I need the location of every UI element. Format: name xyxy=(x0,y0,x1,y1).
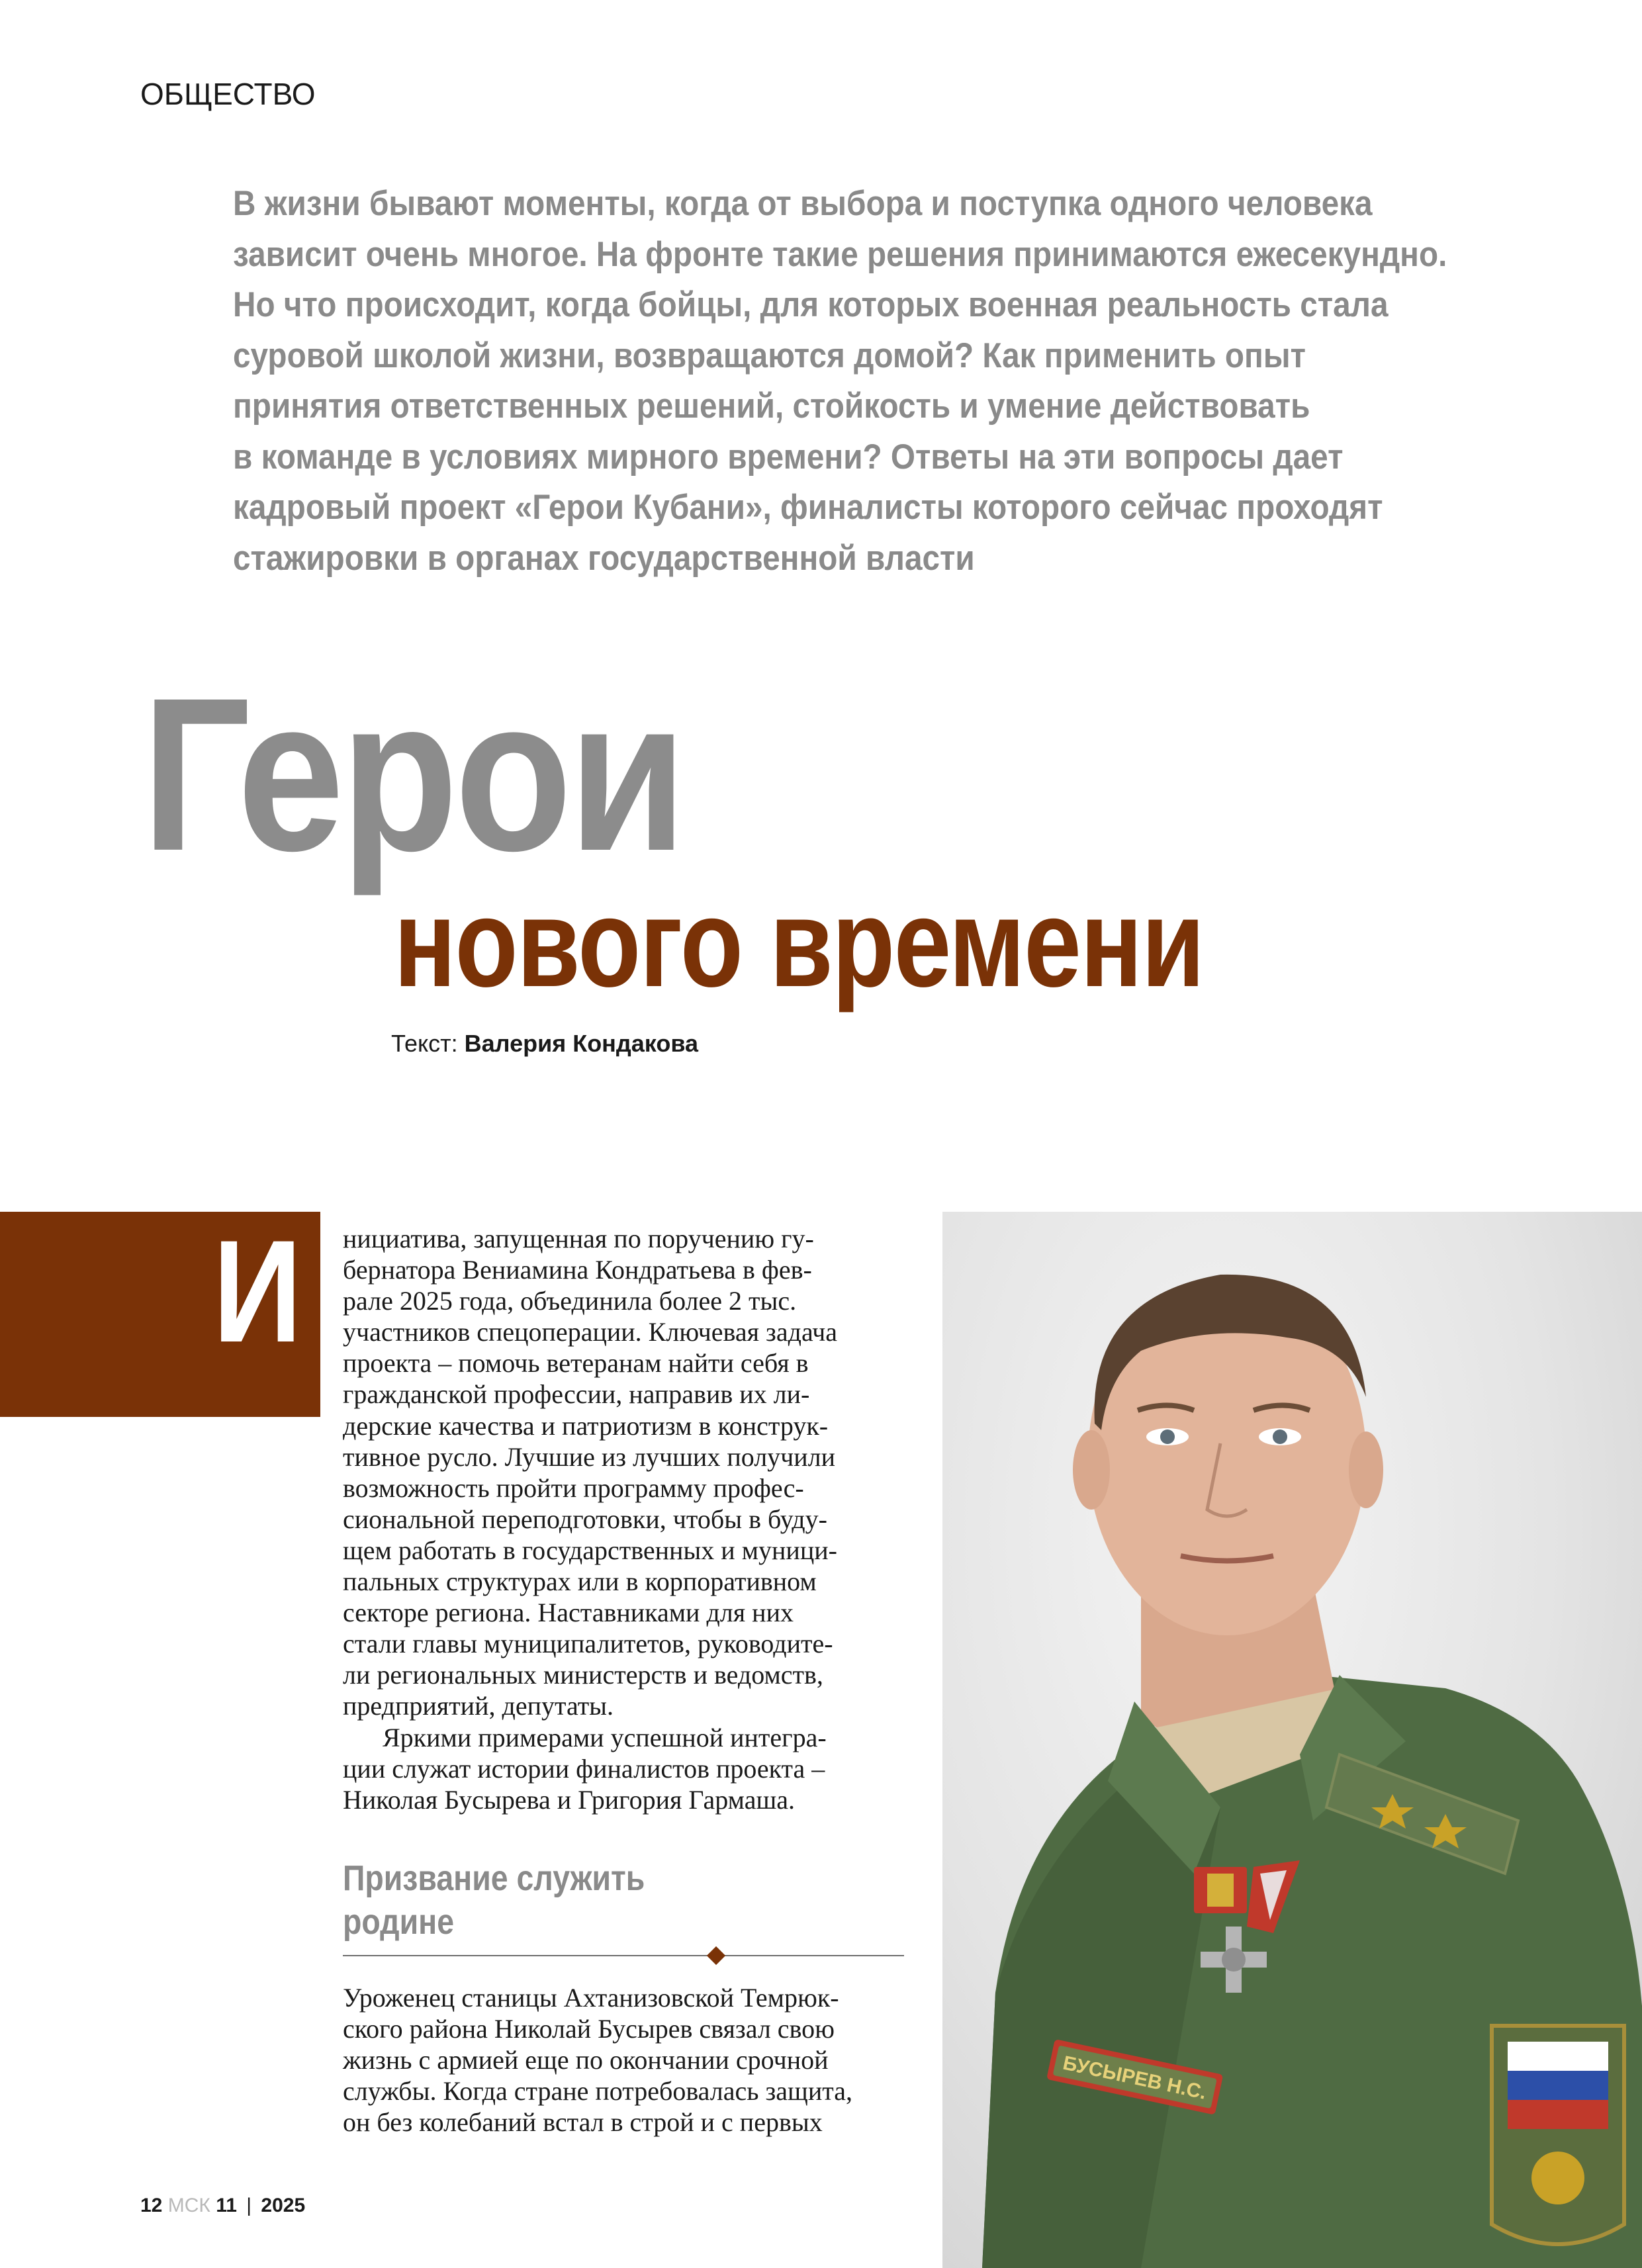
body-line: проекта – помочь ветеранам найти себя в xyxy=(343,1348,809,1379)
body-line: ли региональных министерств и ведомств, xyxy=(343,1660,823,1690)
page-number: 12 xyxy=(140,2195,163,2216)
headline-line-1: Герои xyxy=(142,652,684,896)
article-body-bottom xyxy=(343,1982,904,2138)
subheading-line: родине xyxy=(343,1902,455,1942)
portrait-photo xyxy=(942,1212,1642,2268)
body-line: службы. Когда стране потребовалась защита, xyxy=(343,2076,852,2107)
lead-line: стажировки в органах государственной власти xyxy=(233,538,975,578)
body-line: пальных структурах или в корпоративном xyxy=(343,1566,817,1597)
name-tape-text: БУСЫРЕВ Н.С. xyxy=(1061,2052,1209,2104)
body-line: Николая Бусырева и Григория Гармаша. xyxy=(343,1784,796,1815)
article-body-top xyxy=(343,1223,904,1815)
body-line: секторе региона. Наставниками для них xyxy=(343,1598,794,1628)
page-folio xyxy=(140,2195,305,2217)
lead-line: принятия ответственных решений, стойкость и умение действовать xyxy=(233,386,1310,426)
portrait-illustration xyxy=(942,1212,1642,2268)
body-line: щем работать в государственных и муници- xyxy=(343,1535,837,1565)
dropcap-letter: И xyxy=(212,1210,302,1373)
subheading xyxy=(343,1856,645,1944)
body-line: участников спецоперации. Ключевая задача xyxy=(343,1317,837,1347)
body-line: стали главы муниципалитетов, руководите- xyxy=(343,1629,833,1659)
body-line: нициатива, запущенная по поручению гу- xyxy=(343,1224,814,1253)
body-line: возможность пройти программу профес- xyxy=(343,1473,804,1503)
section-divider xyxy=(343,1955,904,1956)
lead-line: зависит очень многое. На фронте такие решения принимаются ежесекундно. xyxy=(233,234,1447,274)
headline-line-2: нового времени xyxy=(394,873,1204,1013)
body-line: Яркими примерами успешной интегра- xyxy=(383,1722,827,1752)
body-line: тивное русло. Лучшие из лучших получили xyxy=(343,1441,836,1472)
folio-separator: | xyxy=(246,2195,252,2216)
magazine-brand: МСК xyxy=(167,2195,210,2216)
byline-label: Текст: xyxy=(391,1030,458,1057)
dropcap-box xyxy=(0,1212,320,1417)
lead-line: кадровый проект «Герои Кубани», финалисты которого сейчас проходят xyxy=(233,488,1383,527)
lead-line: в команде в условиях мирного времени? Ответы на эти вопросы дает xyxy=(233,437,1344,476)
lead-line: суровой школой жизни, возвращаются домой? Как применить опыт xyxy=(233,336,1306,375)
lead-paragraph xyxy=(233,179,1447,584)
byline xyxy=(391,1030,698,1058)
divider-diamond-ornament xyxy=(707,1946,725,1965)
body-line: жизнь с армией еще по окончании срочной xyxy=(343,2045,829,2075)
body-line: ского района Николай Бусырев связал свою xyxy=(343,2014,835,2044)
lead-line: В жизни бывают моменты, когда от выбора и поступка одного человека xyxy=(233,184,1373,223)
body-line: он без колебаний встал в строй и с первых xyxy=(343,2107,823,2138)
body-line: сиональной переподготовки, чтобы в буду- xyxy=(343,1504,827,1534)
body-line: дерские качества и патриотизм в конструк- xyxy=(343,1410,829,1441)
subheading-line: Призвание служить xyxy=(343,1858,645,1898)
section-label: ОБЩЕСТВО xyxy=(140,77,316,111)
body-line: рале 2025 года, объединила более 2 тыс. xyxy=(343,1286,797,1316)
byline-author: Валерия Кондакова xyxy=(464,1030,699,1057)
body-line: ции служат истории финалистов проекта – xyxy=(343,1753,825,1784)
body-line: бернатора Вениамина Кондратьева в фев- xyxy=(343,1255,812,1285)
lead-line: Но что происходит, когда бойцы, для которых военная реальность стала xyxy=(233,285,1389,324)
issue-number: 11 xyxy=(216,2195,237,2216)
body-line: Уроженец станицы Ахтанизовской Темрюк- xyxy=(343,1983,839,2013)
issue-year: 2025 xyxy=(261,2195,306,2216)
body-line: гражданской профессии, направив их ли- xyxy=(343,1379,810,1410)
body-line: предприятий, депутаты. xyxy=(343,1691,614,1721)
